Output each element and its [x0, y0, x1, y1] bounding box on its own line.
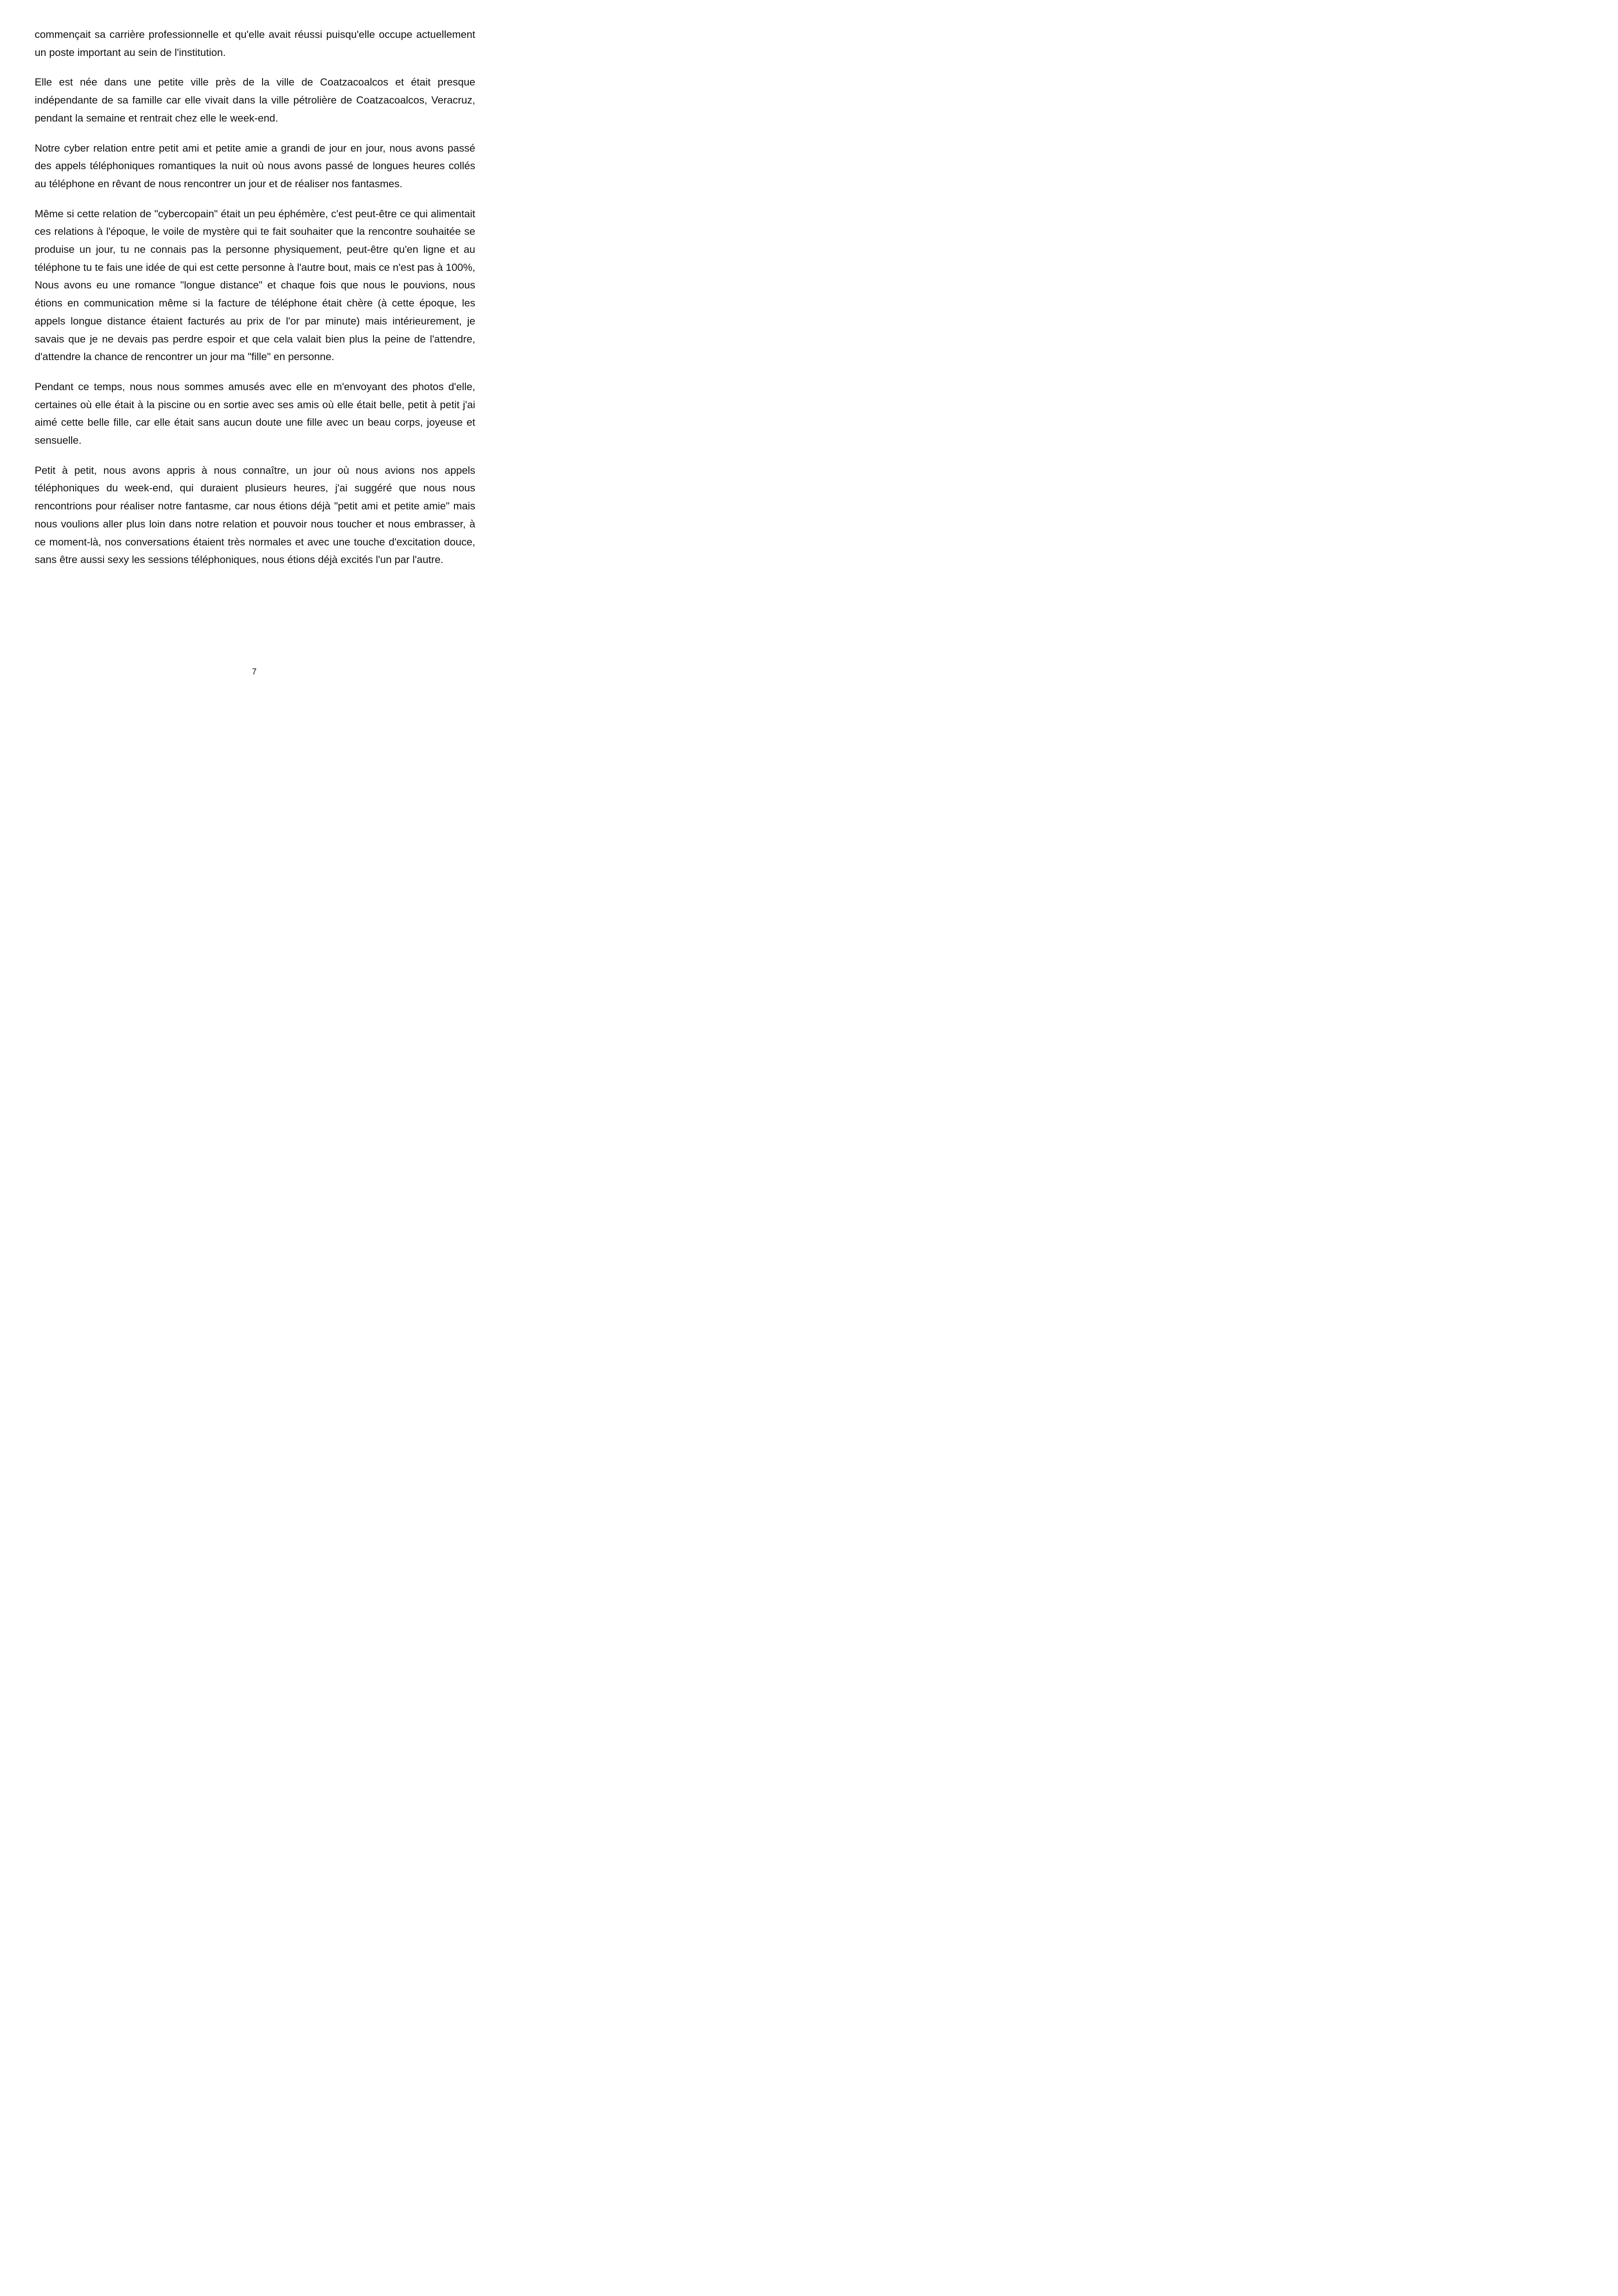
- paragraph-5: Pendant ce temps, nous nous sommes amusés avec elle en m'envoyant des photos d'elle, certaines où elle était à la piscine ou en sortie avec ses amis où elle était belle, petit à petit j'ai aimé cette belle fille, car elle était sans aucun doute une fille avec un beau corps, joyeuse et sensuelle.: [35, 380, 475, 447]
- paragraph-1: commençait sa carrière professionnelle et qu'elle avait réussi puisqu'elle occupe actuellement un poste important au sein de l'institution.: [35, 29, 475, 58]
- page-body-text: [35, 26, 475, 581]
- page-number: 7: [251, 667, 257, 676]
- document-page: [0, 0, 509, 722]
- paragraph-4: Même si cette relation de "cybercopain" était un peu éphémère, c'est peut-être ce qui alimentait ces relations à l'époque, le voile de mystère qui te fait souhaiter que la rencontre souhaitée se produise un jour, tu ne connais pas la personne physiquement, peut-être qu'en ligne et au téléphone tu te fais une idée de qui est cette personne à l'autre bout, mais ce n'est pas à 100%, Nous avons eu une romance "longue distance" et chaque fois que nous le pouvions, nous étions en communication même si la facture de téléphone était chère (à cette époque, les appels longue distance étaient facturés au prix de l'or par minute) mais intérieurement, je savais que je ne devais pas perdre espoir et que cela valait bien plus la peine de l'attendre, d'attendre la chance de rencontrer un jour ma "fille" en personne.: [35, 208, 475, 363]
- paragraph-6: Petit à petit, nous avons appris à nous connaître, un jour où nous avions nos appels téléphoniques du week-end, qui duraient plusieurs heures, j'ai suggéré que nous nous rencontrions pour réaliser notre fantasme, car nous étions déjà "petit ami et petite amie" mais nous voulions aller plus loin dans notre relation et pouvoir nous toucher et nous embrasser, à ce moment-là, nos conversations étaient très normales et avec une touche d'excitation douce, sans être aussi sexy les sessions téléphoniques, nous étions déjà excités l'un par l'autre.: [35, 464, 475, 566]
- paragraph-2: Elle est née dans une petite ville près de la ville de Coatzacoalcos et était presque indépendante de sa famille car elle vivait dans la ville pétrolière de Coatzacoalcos, Veracruz, pendant la semaine et rentrait chez elle le week-end.: [35, 76, 475, 124]
- paragraph-3: Notre cyber relation entre petit ami et petite amie a grandi de jour en jour, nous avons passé des appels téléphoniques romantiques la nuit où nous avons passé de longues heures collés au téléphone en rêvant de nous rencontrer un jour et de réaliser nos fantasmes.: [35, 142, 475, 190]
